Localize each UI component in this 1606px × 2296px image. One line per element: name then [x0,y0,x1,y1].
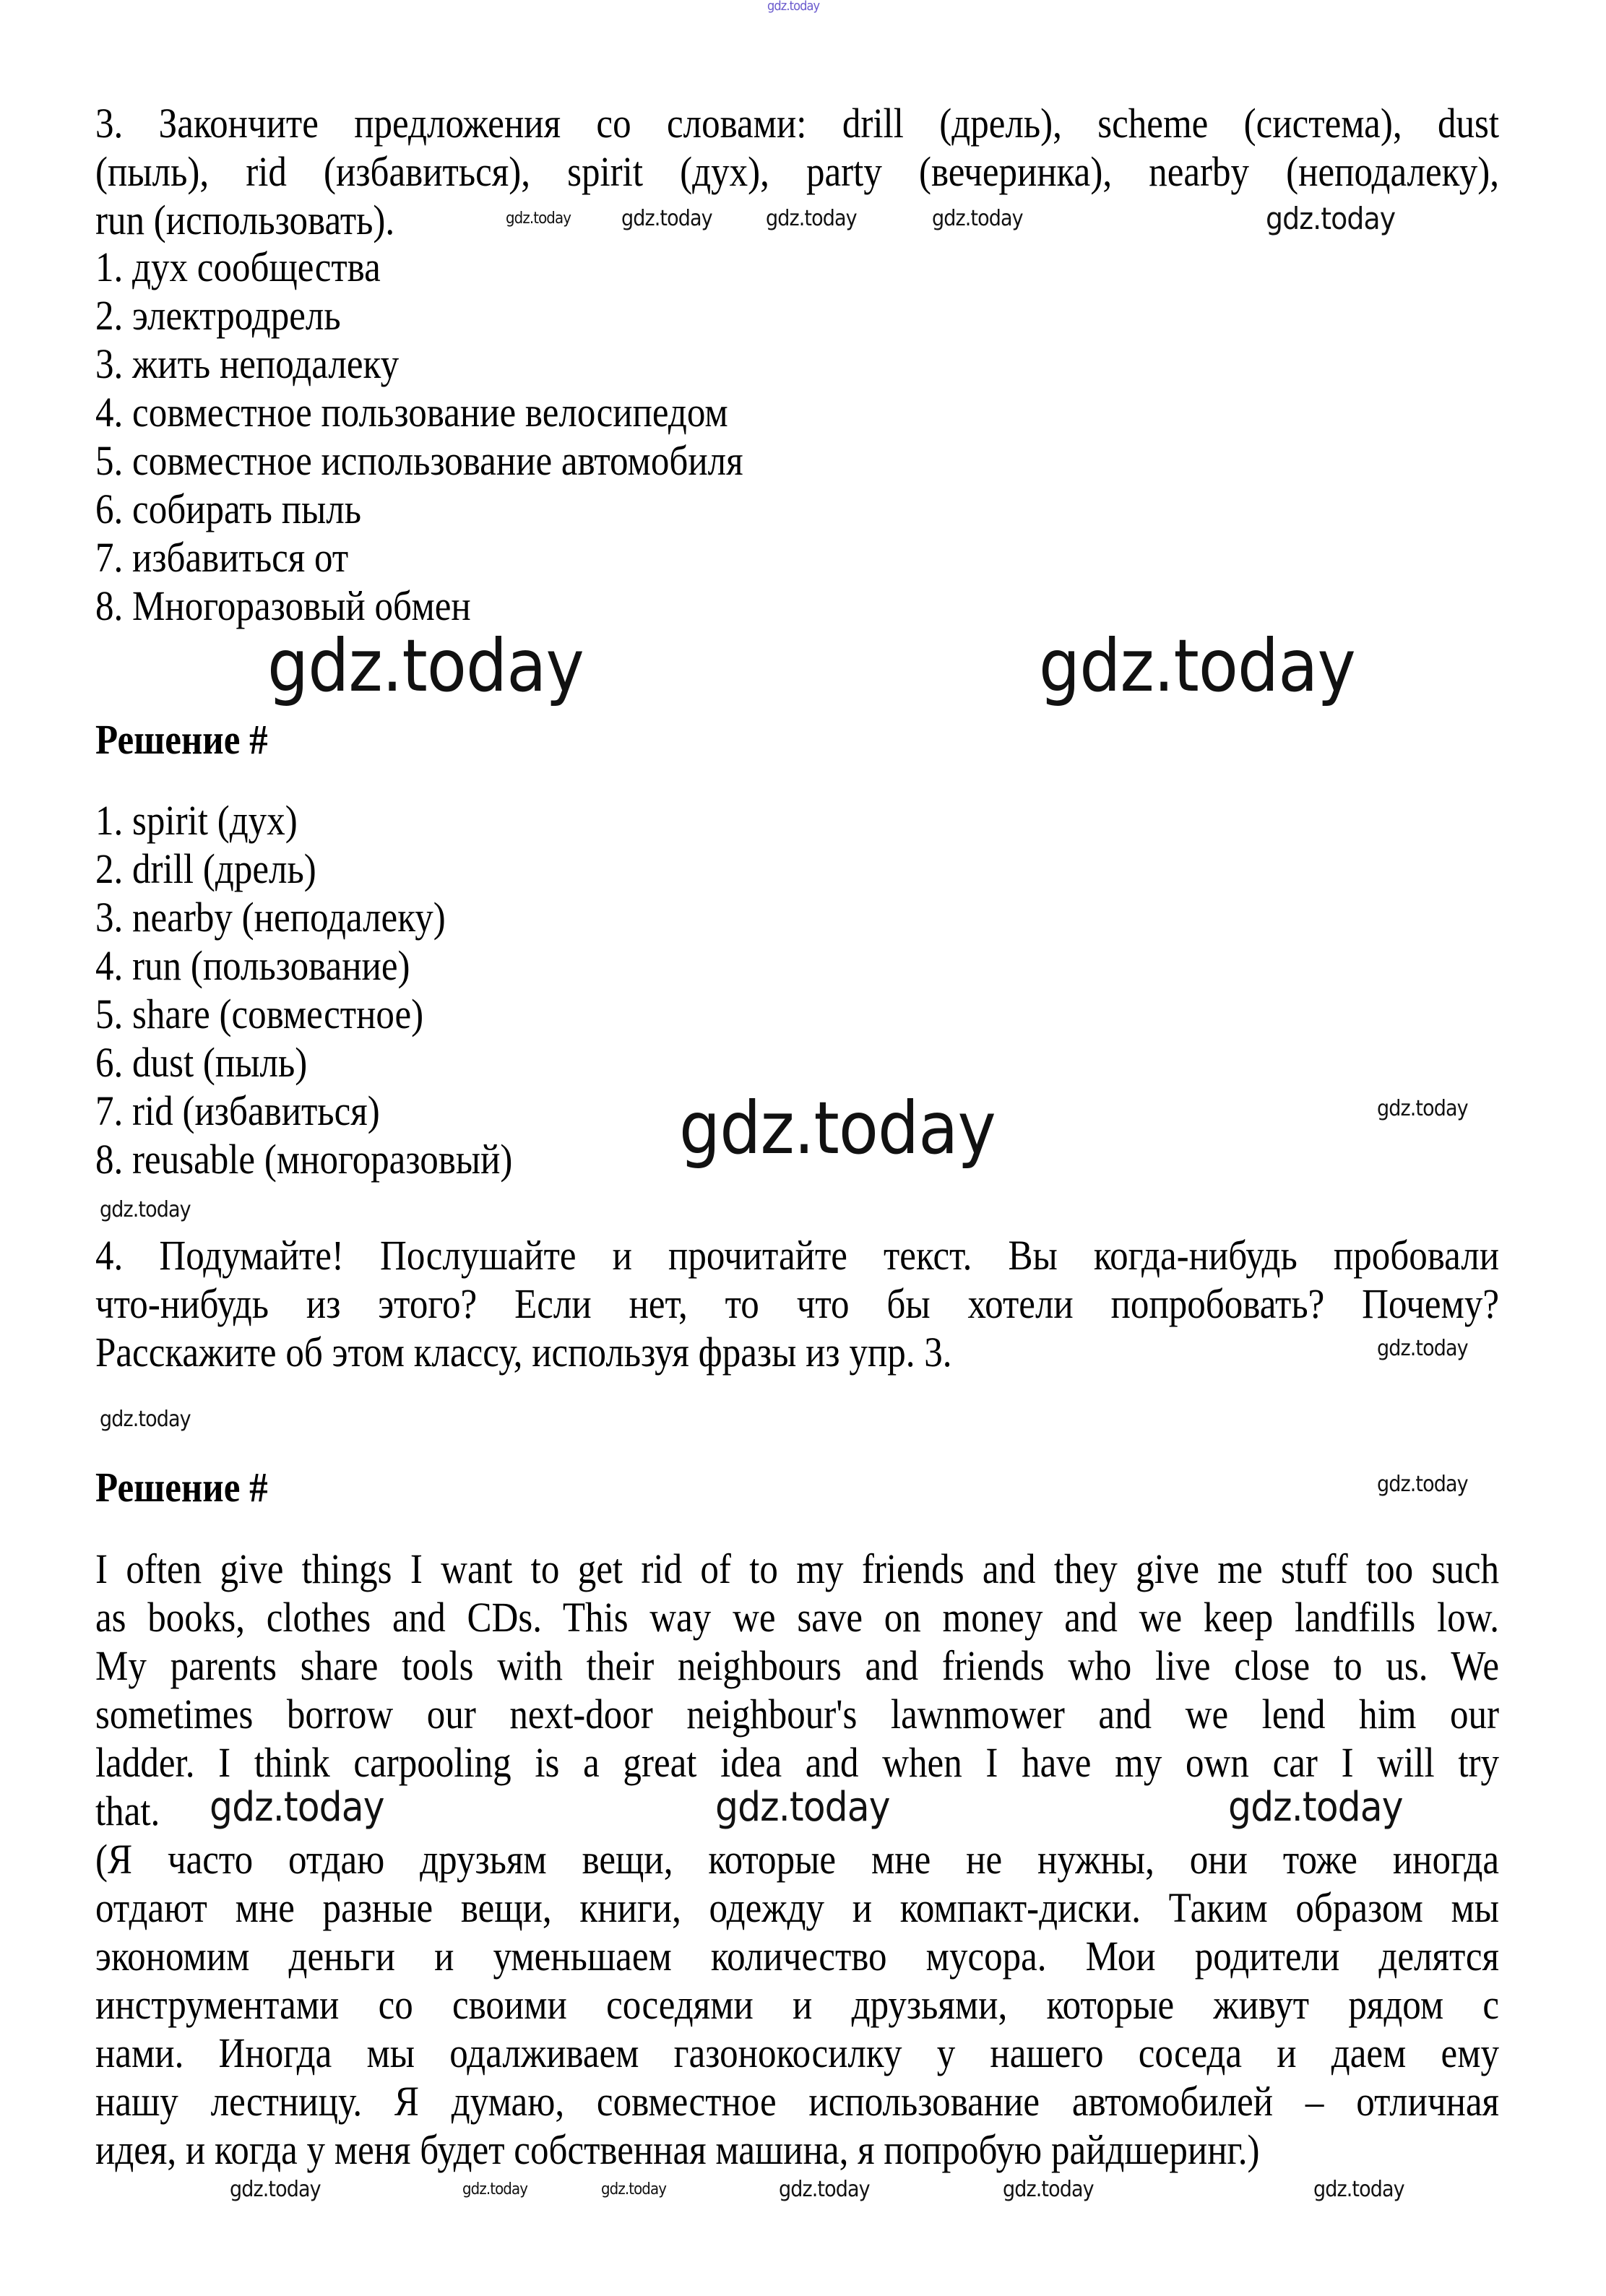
solution-heading: Решение # [95,1464,268,1511]
text-line: I often give things I want to get rid of to my friends and they give me stuff too such [95,1545,1500,1592]
watermark: gdz.today [1377,1096,1468,1121]
watermark: gdz.today [679,1086,996,1170]
solution-heading: Решение # [95,716,268,763]
answer-item: 5. share (совместное) [95,991,424,1037]
answer-item: 1. spirit (дух) [95,797,298,844]
list-item: 3. жить неподалеку [95,340,400,387]
text-line: нашу лестницу. Я думаю, совместное использование автомобилей – отличная [95,2078,1500,2125]
watermark: gdz.today [779,2177,870,2202]
text-line: отдают мне разные вещи, книги, одежду и компакт-диски. Таким образом мы [95,1884,1500,1931]
answer-item: 4. run (пользование) [95,942,410,989]
text-line: My parents share tools with their neighbours and friends who live close to us. We [95,1642,1500,1689]
text-line: as books, clothes and CDs. This way we save on money and we keep landfills low. [95,1594,1500,1641]
text-line: идея, и когда у меня будет собственная машина, я попробую райдшеринг.) [95,2126,1260,2173]
list-item: 4. совместное пользование велосипедом [95,389,728,436]
watermark: gdz.today [210,1784,384,1831]
list-item: 8. Многоразовый обмен [95,582,471,629]
list-item: 5. совместное использование автомобиля [95,437,743,484]
text-line: инструментами со своими соседями и друзьями, которые живут рядом с [95,1981,1500,2028]
watermark: gdz.today [766,206,857,231]
text-line: sometimes borrow our next-door neighbour's lawnmower and we lend him our [95,1691,1500,1738]
list-item: 6. собирать пыль [95,485,362,532]
watermark: gdz.today [601,2180,667,2198]
text-line: 4. Подумайте! Послушайте и прочитайте текст. Вы когда-нибудь пробовали [95,1232,1500,1279]
watermark: gdz.today [462,2180,528,2198]
text-line: ladder. I think carpooling is a great idea and when I have my own car I will try [95,1739,1500,1786]
text-line: экономим деньги и уменьшаем количество мусора. Мои родители делятся [95,1933,1500,1980]
watermark: gdz.today [1266,201,1396,236]
answer-item: 8. reusable (многоразовый) [95,1136,513,1183]
watermark: gdz.today [100,1197,191,1222]
watermark: gdz.today [506,210,571,228]
watermark: gdz.today [267,623,584,708]
watermark: gdz.today [230,2177,321,2202]
list-item: 1. дух сообщества [95,243,381,290]
watermark: gdz.today [932,206,1023,231]
solution-2-russian [95,1835,1606,2174]
watermark: gdz.today [1377,1472,1468,1497]
solution-2 [95,1463,291,1511]
watermark: gdz.today [715,1784,890,1831]
text-line: Расскажите об этом классу, используя фразы из упр. 3. [95,1329,952,1376]
watermark: gdz.today [1039,623,1355,708]
answer-item: 6. dust (пыль) [95,1039,308,1086]
watermark: gdz.today [1377,1336,1468,1361]
watermark: gdz.today [1313,2177,1404,2202]
watermark: gdz.today [100,1407,191,1432]
watermark: gdz.today [1003,2177,1094,2202]
list-item: 7. избавиться от [95,534,349,581]
answer-item: 7. rid (избавиться) [95,1087,380,1134]
watermark: gdz.today [1228,1784,1403,1831]
text-line: нами. Иногда мы одалживаем газонокосилку у нашего соседа и даем ему [95,2029,1500,2076]
text-line: that. [95,1787,160,1834]
solution-1-list [95,796,569,1183]
answer-item: 3. nearby (неподалеку) [95,894,446,941]
text-line: (Я часто отдаю друзьям вещи, которые мне не нужны, они тоже иногда [95,1836,1500,1883]
watermark: gdz.today [767,0,820,14]
text-line: (пыль), rid (избавиться), spirit (дух), party (вечеринка), nearby (неподалеку), [95,148,1500,195]
watermark: gdz.today [621,206,712,231]
text-line: что-нибудь из этого? Если нет, то что бы хотели попробовать? Почему? [95,1280,1500,1327]
exercise-3-list [95,243,832,630]
list-item: 2. электродрель [95,292,341,339]
solution-1 [95,715,291,764]
text-line: 3. Закончите предложения со словами: drill (дрель), scheme (система), dust [95,100,1500,147]
text-line: run (использовать). [95,197,395,243]
answer-item: 2. drill (дрель) [95,845,316,892]
